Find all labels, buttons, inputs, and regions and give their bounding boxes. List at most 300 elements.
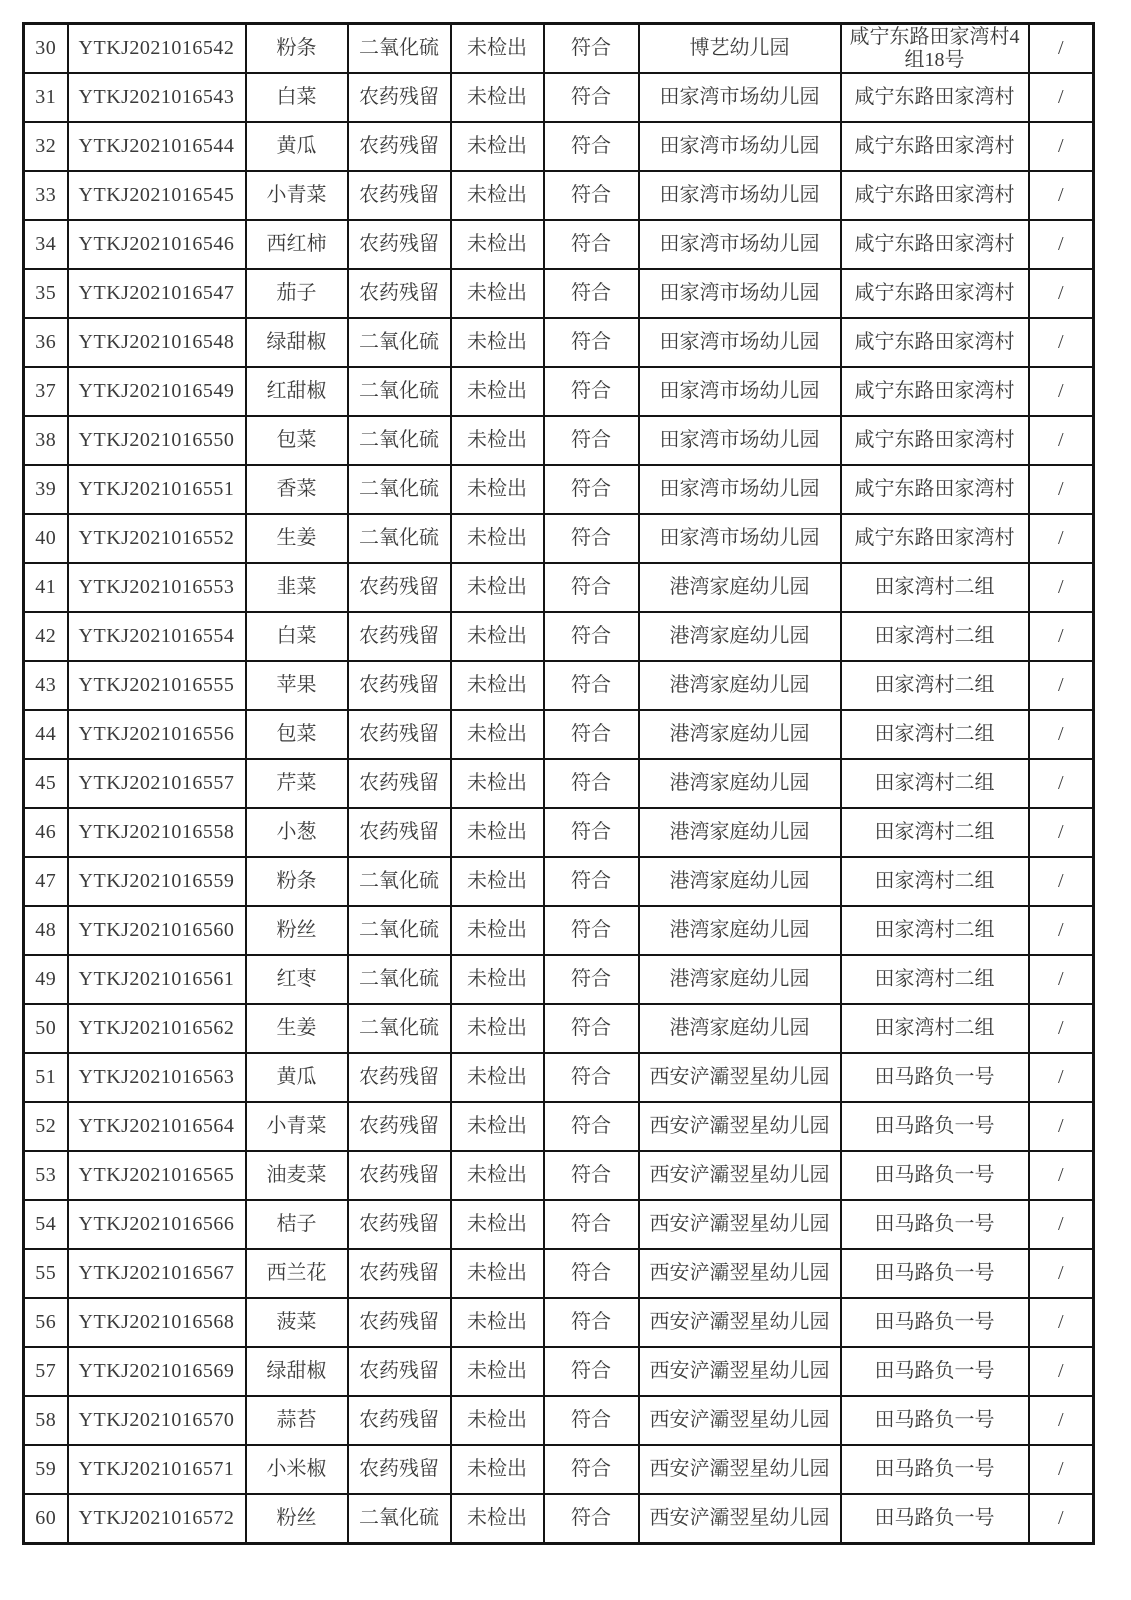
cell-remark: / bbox=[1029, 269, 1094, 318]
cell-unit-address: 田家湾村二组 bbox=[841, 612, 1029, 661]
table-row bbox=[24, 808, 1094, 857]
cell-test-result: 未检出 bbox=[451, 1151, 544, 1200]
cell-test-result: 未检出 bbox=[451, 465, 544, 514]
cell-conclusion: 符合 bbox=[544, 1298, 639, 1347]
cell-remark: / bbox=[1029, 416, 1094, 465]
cell-remark: / bbox=[1029, 1053, 1094, 1102]
cell-sampled-unit: 田家湾市场幼儿园 bbox=[639, 220, 841, 269]
cell-row-number: 39 bbox=[24, 465, 68, 514]
cell-remark: / bbox=[1029, 1200, 1094, 1249]
cell-unit-address: 田家湾村二组 bbox=[841, 955, 1029, 1004]
cell-test-result: 未检出 bbox=[451, 1445, 544, 1494]
cell-unit-address: 咸宁东路田家湾村 bbox=[841, 73, 1029, 122]
cell-test-item: 农药残留 bbox=[348, 661, 451, 710]
cell-row-number: 60 bbox=[24, 1494, 68, 1544]
cell-test-item: 农药残留 bbox=[348, 1102, 451, 1151]
cell-sampled-unit: 港湾家庭幼儿园 bbox=[639, 563, 841, 612]
cell-conclusion: 符合 bbox=[544, 465, 639, 514]
cell-sample-name: 菠菜 bbox=[246, 1298, 348, 1347]
cell-unit-address: 咸宁东路田家湾村 bbox=[841, 416, 1029, 465]
cell-sample-id: YTKJ2021016572 bbox=[68, 1494, 246, 1544]
cell-row-number: 35 bbox=[24, 269, 68, 318]
cell-test-result: 未检出 bbox=[451, 759, 544, 808]
cell-conclusion: 符合 bbox=[544, 171, 639, 220]
cell-test-result: 未检出 bbox=[451, 1347, 544, 1396]
cell-row-number: 46 bbox=[24, 808, 68, 857]
cell-sample-id: YTKJ2021016565 bbox=[68, 1151, 246, 1200]
table-row bbox=[24, 955, 1094, 1004]
cell-test-item: 农药残留 bbox=[348, 269, 451, 318]
cell-sampled-unit: 博艺幼儿园 bbox=[639, 24, 841, 74]
cell-test-item: 农药残留 bbox=[348, 563, 451, 612]
cell-row-number: 48 bbox=[24, 906, 68, 955]
cell-unit-address: 田马路负一号 bbox=[841, 1298, 1029, 1347]
cell-test-item: 农药残留 bbox=[348, 1053, 451, 1102]
cell-sample-name: 粉条 bbox=[246, 857, 348, 906]
cell-conclusion: 符合 bbox=[544, 1053, 639, 1102]
cell-test-item: 二氧化硫 bbox=[348, 514, 451, 563]
cell-test-item: 农药残留 bbox=[348, 1200, 451, 1249]
cell-conclusion: 符合 bbox=[544, 759, 639, 808]
cell-conclusion: 符合 bbox=[544, 661, 639, 710]
cell-sample-id: YTKJ2021016542 bbox=[68, 24, 246, 74]
cell-sample-id: YTKJ2021016555 bbox=[68, 661, 246, 710]
cell-unit-address: 咸宁东路田家湾村 bbox=[841, 367, 1029, 416]
cell-sample-id: YTKJ2021016548 bbox=[68, 318, 246, 367]
cell-row-number: 59 bbox=[24, 1445, 68, 1494]
cell-unit-address: 田家湾村二组 bbox=[841, 857, 1029, 906]
cell-row-number: 34 bbox=[24, 220, 68, 269]
cell-test-result: 未检出 bbox=[451, 269, 544, 318]
cell-sample-name: 生姜 bbox=[246, 514, 348, 563]
cell-unit-address: 田家湾村二组 bbox=[841, 808, 1029, 857]
cell-remark: / bbox=[1029, 171, 1094, 220]
cell-test-result: 未检出 bbox=[451, 808, 544, 857]
cell-test-item: 二氧化硫 bbox=[348, 1004, 451, 1053]
cell-test-item: 二氧化硫 bbox=[348, 906, 451, 955]
cell-test-item: 农药残留 bbox=[348, 808, 451, 857]
cell-sample-id: YTKJ2021016568 bbox=[68, 1298, 246, 1347]
cell-sampled-unit: 西安浐灞翌星幼儿园 bbox=[639, 1445, 841, 1494]
cell-sampled-unit: 田家湾市场幼儿园 bbox=[639, 269, 841, 318]
cell-sample-name: 小青菜 bbox=[246, 1102, 348, 1151]
cell-row-number: 47 bbox=[24, 857, 68, 906]
cell-sampled-unit: 西安浐灞翌星幼儿园 bbox=[639, 1053, 841, 1102]
cell-conclusion: 符合 bbox=[544, 1102, 639, 1151]
cell-sample-id: YTKJ2021016550 bbox=[68, 416, 246, 465]
table-row bbox=[24, 1151, 1094, 1200]
cell-conclusion: 符合 bbox=[544, 1200, 639, 1249]
cell-sample-id: YTKJ2021016571 bbox=[68, 1445, 246, 1494]
cell-unit-address: 田家湾村二组 bbox=[841, 1004, 1029, 1053]
cell-sample-name: 粉丝 bbox=[246, 1494, 348, 1544]
cell-sample-id: YTKJ2021016547 bbox=[68, 269, 246, 318]
cell-conclusion: 符合 bbox=[544, 24, 639, 74]
table-row bbox=[24, 710, 1094, 759]
cell-remark: / bbox=[1029, 612, 1094, 661]
cell-sampled-unit: 西安浐灞翌星幼儿园 bbox=[639, 1347, 841, 1396]
cell-test-result: 未检出 bbox=[451, 24, 544, 74]
table-row bbox=[24, 416, 1094, 465]
cell-unit-address: 田马路负一号 bbox=[841, 1151, 1029, 1200]
cell-remark: / bbox=[1029, 857, 1094, 906]
cell-test-item: 农药残留 bbox=[348, 220, 451, 269]
cell-sampled-unit: 港湾家庭幼儿园 bbox=[639, 808, 841, 857]
cell-conclusion: 符合 bbox=[544, 1004, 639, 1053]
cell-sample-name: 西红柿 bbox=[246, 220, 348, 269]
cell-remark: / bbox=[1029, 122, 1094, 171]
cell-sample-name: 绿甜椒 bbox=[246, 1347, 348, 1396]
cell-sample-id: YTKJ2021016556 bbox=[68, 710, 246, 759]
cell-conclusion: 符合 bbox=[544, 416, 639, 465]
table-row bbox=[24, 1494, 1094, 1544]
cell-conclusion: 符合 bbox=[544, 857, 639, 906]
cell-conclusion: 符合 bbox=[544, 318, 639, 367]
cell-conclusion: 符合 bbox=[544, 1396, 639, 1445]
cell-remark: / bbox=[1029, 73, 1094, 122]
cell-sampled-unit: 田家湾市场幼儿园 bbox=[639, 318, 841, 367]
cell-test-item: 农药残留 bbox=[348, 1298, 451, 1347]
cell-conclusion: 符合 bbox=[544, 1445, 639, 1494]
cell-row-number: 37 bbox=[24, 367, 68, 416]
cell-conclusion: 符合 bbox=[544, 1347, 639, 1396]
cell-test-result: 未检出 bbox=[451, 661, 544, 710]
cell-conclusion: 符合 bbox=[544, 269, 639, 318]
table-row bbox=[24, 1249, 1094, 1298]
cell-sample-name: 包菜 bbox=[246, 710, 348, 759]
cell-sampled-unit: 田家湾市场幼儿园 bbox=[639, 73, 841, 122]
table-row bbox=[24, 612, 1094, 661]
cell-sample-id: YTKJ2021016554 bbox=[68, 612, 246, 661]
cell-sample-name: 红枣 bbox=[246, 955, 348, 1004]
table-row bbox=[24, 1053, 1094, 1102]
cell-sample-name: 生姜 bbox=[246, 1004, 348, 1053]
cell-conclusion: 符合 bbox=[544, 563, 639, 612]
table-row bbox=[24, 73, 1094, 122]
cell-remark: / bbox=[1029, 955, 1094, 1004]
cell-sampled-unit: 港湾家庭幼儿园 bbox=[639, 955, 841, 1004]
cell-sample-id: YTKJ2021016564 bbox=[68, 1102, 246, 1151]
cell-unit-address: 田马路负一号 bbox=[841, 1347, 1029, 1396]
cell-unit-address: 咸宁东路田家湾村 bbox=[841, 318, 1029, 367]
cell-sample-name: 粉条 bbox=[246, 24, 348, 74]
cell-row-number: 43 bbox=[24, 661, 68, 710]
cell-conclusion: 符合 bbox=[544, 73, 639, 122]
cell-sample-id: YTKJ2021016545 bbox=[68, 171, 246, 220]
cell-sample-id: YTKJ2021016544 bbox=[68, 122, 246, 171]
cell-test-result: 未检出 bbox=[451, 955, 544, 1004]
cell-test-item: 农药残留 bbox=[348, 1249, 451, 1298]
cell-conclusion: 符合 bbox=[544, 220, 639, 269]
cell-unit-address: 咸宁东路田家湾村 bbox=[841, 122, 1029, 171]
cell-sampled-unit: 西安浐灞翌星幼儿园 bbox=[639, 1200, 841, 1249]
cell-test-result: 未检出 bbox=[451, 318, 544, 367]
cell-remark: / bbox=[1029, 24, 1094, 74]
cell-sample-name: 小青菜 bbox=[246, 171, 348, 220]
table-row bbox=[24, 759, 1094, 808]
cell-sample-name: 黄瓜 bbox=[246, 122, 348, 171]
cell-remark: / bbox=[1029, 1347, 1094, 1396]
cell-row-number: 32 bbox=[24, 122, 68, 171]
cell-test-result: 未检出 bbox=[451, 1249, 544, 1298]
cell-sampled-unit: 港湾家庭幼儿园 bbox=[639, 1004, 841, 1053]
cell-row-number: 54 bbox=[24, 1200, 68, 1249]
cell-unit-address: 咸宁东路田家湾村 bbox=[841, 171, 1029, 220]
cell-test-item: 农药残留 bbox=[348, 1347, 451, 1396]
cell-row-number: 31 bbox=[24, 73, 68, 122]
cell-sample-name: 白菜 bbox=[246, 612, 348, 661]
cell-unit-address: 咸宁东路田家湾村 bbox=[841, 514, 1029, 563]
cell-remark: / bbox=[1029, 759, 1094, 808]
cell-sample-id: YTKJ2021016566 bbox=[68, 1200, 246, 1249]
table-row bbox=[24, 514, 1094, 563]
cell-test-result: 未检出 bbox=[451, 710, 544, 759]
cell-sample-id: YTKJ2021016551 bbox=[68, 465, 246, 514]
cell-sample-name: 苹果 bbox=[246, 661, 348, 710]
cell-sampled-unit: 港湾家庭幼儿园 bbox=[639, 857, 841, 906]
cell-unit-address: 田家湾村二组 bbox=[841, 759, 1029, 808]
cell-sample-id: YTKJ2021016562 bbox=[68, 1004, 246, 1053]
cell-sampled-unit: 港湾家庭幼儿园 bbox=[639, 710, 841, 759]
table-row bbox=[24, 1102, 1094, 1151]
cell-remark: / bbox=[1029, 1445, 1094, 1494]
cell-unit-address: 田马路负一号 bbox=[841, 1396, 1029, 1445]
cell-test-item: 农药残留 bbox=[348, 73, 451, 122]
cell-remark: / bbox=[1029, 367, 1094, 416]
cell-sample-id: YTKJ2021016543 bbox=[68, 73, 246, 122]
cell-remark: / bbox=[1029, 808, 1094, 857]
cell-sampled-unit: 西安浐灞翌星幼儿园 bbox=[639, 1102, 841, 1151]
cell-unit-address: 咸宁东路田家湾村 bbox=[841, 269, 1029, 318]
cell-test-result: 未检出 bbox=[451, 1053, 544, 1102]
table-row bbox=[24, 367, 1094, 416]
cell-unit-address: 田家湾村二组 bbox=[841, 563, 1029, 612]
cell-row-number: 53 bbox=[24, 1151, 68, 1200]
cell-remark: / bbox=[1029, 1298, 1094, 1347]
cell-row-number: 50 bbox=[24, 1004, 68, 1053]
cell-unit-address: 田马路负一号 bbox=[841, 1249, 1029, 1298]
cell-sample-name: 桔子 bbox=[246, 1200, 348, 1249]
cell-test-result: 未检出 bbox=[451, 1396, 544, 1445]
cell-conclusion: 符合 bbox=[544, 122, 639, 171]
table-row bbox=[24, 171, 1094, 220]
cell-remark: / bbox=[1029, 710, 1094, 759]
cell-sampled-unit: 港湾家庭幼儿园 bbox=[639, 612, 841, 661]
cell-sample-id: YTKJ2021016552 bbox=[68, 514, 246, 563]
cell-sampled-unit: 田家湾市场幼儿园 bbox=[639, 514, 841, 563]
cell-unit-address: 田马路负一号 bbox=[841, 1494, 1029, 1544]
table-row bbox=[24, 269, 1094, 318]
cell-sample-id: YTKJ2021016557 bbox=[68, 759, 246, 808]
table-row bbox=[24, 122, 1094, 171]
table-row bbox=[24, 661, 1094, 710]
cell-row-number: 41 bbox=[24, 563, 68, 612]
cell-test-result: 未检出 bbox=[451, 220, 544, 269]
cell-remark: / bbox=[1029, 1151, 1094, 1200]
table-row bbox=[24, 318, 1094, 367]
cell-test-item: 二氧化硫 bbox=[348, 416, 451, 465]
cell-sampled-unit: 西安浐灞翌星幼儿园 bbox=[639, 1396, 841, 1445]
cell-sample-id: YTKJ2021016546 bbox=[68, 220, 246, 269]
cell-conclusion: 符合 bbox=[544, 1151, 639, 1200]
cell-test-result: 未检出 bbox=[451, 1200, 544, 1249]
cell-remark: / bbox=[1029, 906, 1094, 955]
cell-row-number: 33 bbox=[24, 171, 68, 220]
cell-test-item: 二氧化硫 bbox=[348, 955, 451, 1004]
table-row bbox=[24, 563, 1094, 612]
cell-test-result: 未检出 bbox=[451, 1004, 544, 1053]
cell-test-result: 未检出 bbox=[451, 514, 544, 563]
cell-sample-id: YTKJ2021016569 bbox=[68, 1347, 246, 1396]
cell-remark: / bbox=[1029, 1396, 1094, 1445]
cell-sample-id: YTKJ2021016567 bbox=[68, 1249, 246, 1298]
cell-row-number: 44 bbox=[24, 710, 68, 759]
cell-test-item: 二氧化硫 bbox=[348, 1494, 451, 1544]
cell-remark: / bbox=[1029, 1102, 1094, 1151]
inspection-results-table bbox=[22, 22, 1095, 1545]
cell-sampled-unit: 港湾家庭幼儿园 bbox=[639, 759, 841, 808]
cell-test-item: 农药残留 bbox=[348, 612, 451, 661]
cell-unit-address: 田马路负一号 bbox=[841, 1102, 1029, 1151]
cell-sampled-unit: 田家湾市场幼儿园 bbox=[639, 122, 841, 171]
cell-test-item: 农药残留 bbox=[348, 710, 451, 759]
cell-test-result: 未检出 bbox=[451, 857, 544, 906]
cell-row-number: 56 bbox=[24, 1298, 68, 1347]
cell-row-number: 51 bbox=[24, 1053, 68, 1102]
cell-unit-address: 咸宁东路田家湾村4组18号 bbox=[841, 24, 1029, 74]
cell-sample-name: 芹菜 bbox=[246, 759, 348, 808]
cell-sample-name: 红甜椒 bbox=[246, 367, 348, 416]
cell-conclusion: 符合 bbox=[544, 808, 639, 857]
cell-sampled-unit: 田家湾市场幼儿园 bbox=[639, 171, 841, 220]
cell-row-number: 42 bbox=[24, 612, 68, 661]
cell-remark: / bbox=[1029, 1004, 1094, 1053]
cell-sample-id: YTKJ2021016559 bbox=[68, 857, 246, 906]
cell-sampled-unit: 西安浐灞翌星幼儿园 bbox=[639, 1494, 841, 1544]
cell-test-item: 农药残留 bbox=[348, 171, 451, 220]
cell-sample-id: YTKJ2021016560 bbox=[68, 906, 246, 955]
cell-test-item: 二氧化硫 bbox=[348, 24, 451, 74]
cell-sample-name: 小葱 bbox=[246, 808, 348, 857]
cell-sampled-unit: 西安浐灞翌星幼儿园 bbox=[639, 1151, 841, 1200]
table-row bbox=[24, 1347, 1094, 1396]
table-row bbox=[24, 465, 1094, 514]
cell-test-result: 未检出 bbox=[451, 1298, 544, 1347]
cell-row-number: 57 bbox=[24, 1347, 68, 1396]
cell-sample-id: YTKJ2021016553 bbox=[68, 563, 246, 612]
cell-sample-name: 白菜 bbox=[246, 73, 348, 122]
cell-test-result: 未检出 bbox=[451, 416, 544, 465]
table-row bbox=[24, 906, 1094, 955]
cell-unit-address: 田马路负一号 bbox=[841, 1445, 1029, 1494]
cell-unit-address: 咸宁东路田家湾村 bbox=[841, 465, 1029, 514]
cell-conclusion: 符合 bbox=[544, 612, 639, 661]
cell-sample-name: 粉丝 bbox=[246, 906, 348, 955]
cell-sample-name: 西兰花 bbox=[246, 1249, 348, 1298]
cell-test-result: 未检出 bbox=[451, 73, 544, 122]
cell-sampled-unit: 西安浐灞翌星幼儿园 bbox=[639, 1249, 841, 1298]
cell-unit-address: 咸宁东路田家湾村 bbox=[841, 220, 1029, 269]
table-row bbox=[24, 220, 1094, 269]
cell-unit-address: 田马路负一号 bbox=[841, 1053, 1029, 1102]
cell-row-number: 36 bbox=[24, 318, 68, 367]
cell-conclusion: 符合 bbox=[544, 1494, 639, 1544]
cell-test-item: 农药残留 bbox=[348, 1445, 451, 1494]
table-row bbox=[24, 1200, 1094, 1249]
cell-sampled-unit: 港湾家庭幼儿园 bbox=[639, 661, 841, 710]
cell-test-item: 二氧化硫 bbox=[348, 465, 451, 514]
cell-row-number: 30 bbox=[24, 24, 68, 74]
cell-sampled-unit: 田家湾市场幼儿园 bbox=[639, 416, 841, 465]
cell-conclusion: 符合 bbox=[544, 710, 639, 759]
cell-test-item: 农药残留 bbox=[348, 759, 451, 808]
table-body bbox=[24, 24, 1094, 1544]
cell-test-item: 农药残留 bbox=[348, 1151, 451, 1200]
cell-test-item: 二氧化硫 bbox=[348, 367, 451, 416]
cell-conclusion: 符合 bbox=[544, 906, 639, 955]
cell-sample-id: YTKJ2021016558 bbox=[68, 808, 246, 857]
cell-sampled-unit: 田家湾市场幼儿园 bbox=[639, 367, 841, 416]
cell-test-result: 未检出 bbox=[451, 1494, 544, 1544]
cell-remark: / bbox=[1029, 465, 1094, 514]
cell-sampled-unit: 港湾家庭幼儿园 bbox=[639, 906, 841, 955]
cell-unit-address: 田家湾村二组 bbox=[841, 661, 1029, 710]
cell-test-result: 未检出 bbox=[451, 367, 544, 416]
cell-sample-name: 茄子 bbox=[246, 269, 348, 318]
cell-sampled-unit: 西安浐灞翌星幼儿园 bbox=[639, 1298, 841, 1347]
cell-test-result: 未检出 bbox=[451, 171, 544, 220]
cell-remark: / bbox=[1029, 1494, 1094, 1544]
cell-row-number: 52 bbox=[24, 1102, 68, 1151]
cell-test-item: 二氧化硫 bbox=[348, 857, 451, 906]
cell-sample-name: 香菜 bbox=[246, 465, 348, 514]
cell-unit-address: 田家湾村二组 bbox=[841, 710, 1029, 759]
cell-sample-name: 韭菜 bbox=[246, 563, 348, 612]
cell-remark: / bbox=[1029, 220, 1094, 269]
cell-remark: / bbox=[1029, 563, 1094, 612]
cell-unit-address: 田马路负一号 bbox=[841, 1200, 1029, 1249]
cell-sample-name: 黄瓜 bbox=[246, 1053, 348, 1102]
cell-sampled-unit: 田家湾市场幼儿园 bbox=[639, 465, 841, 514]
cell-sample-name: 绿甜椒 bbox=[246, 318, 348, 367]
cell-conclusion: 符合 bbox=[544, 1249, 639, 1298]
cell-test-result: 未检出 bbox=[451, 612, 544, 661]
cell-row-number: 45 bbox=[24, 759, 68, 808]
cell-sample-id: YTKJ2021016549 bbox=[68, 367, 246, 416]
table-row bbox=[24, 857, 1094, 906]
cell-row-number: 40 bbox=[24, 514, 68, 563]
cell-test-result: 未检出 bbox=[451, 563, 544, 612]
cell-test-result: 未检出 bbox=[451, 122, 544, 171]
cell-test-result: 未检出 bbox=[451, 1102, 544, 1151]
cell-remark: / bbox=[1029, 514, 1094, 563]
cell-sample-name: 小米椒 bbox=[246, 1445, 348, 1494]
cell-conclusion: 符合 bbox=[544, 955, 639, 1004]
cell-row-number: 55 bbox=[24, 1249, 68, 1298]
cell-sample-id: YTKJ2021016561 bbox=[68, 955, 246, 1004]
cell-conclusion: 符合 bbox=[544, 367, 639, 416]
cell-test-item: 农药残留 bbox=[348, 1396, 451, 1445]
table-row bbox=[24, 1004, 1094, 1053]
cell-sample-name: 蒜苔 bbox=[246, 1396, 348, 1445]
cell-test-result: 未检出 bbox=[451, 906, 544, 955]
cell-row-number: 58 bbox=[24, 1396, 68, 1445]
table-row bbox=[24, 1445, 1094, 1494]
cell-sample-name: 包菜 bbox=[246, 416, 348, 465]
cell-sample-name: 油麦菜 bbox=[246, 1151, 348, 1200]
cell-row-number: 49 bbox=[24, 955, 68, 1004]
cell-sample-id: YTKJ2021016563 bbox=[68, 1053, 246, 1102]
